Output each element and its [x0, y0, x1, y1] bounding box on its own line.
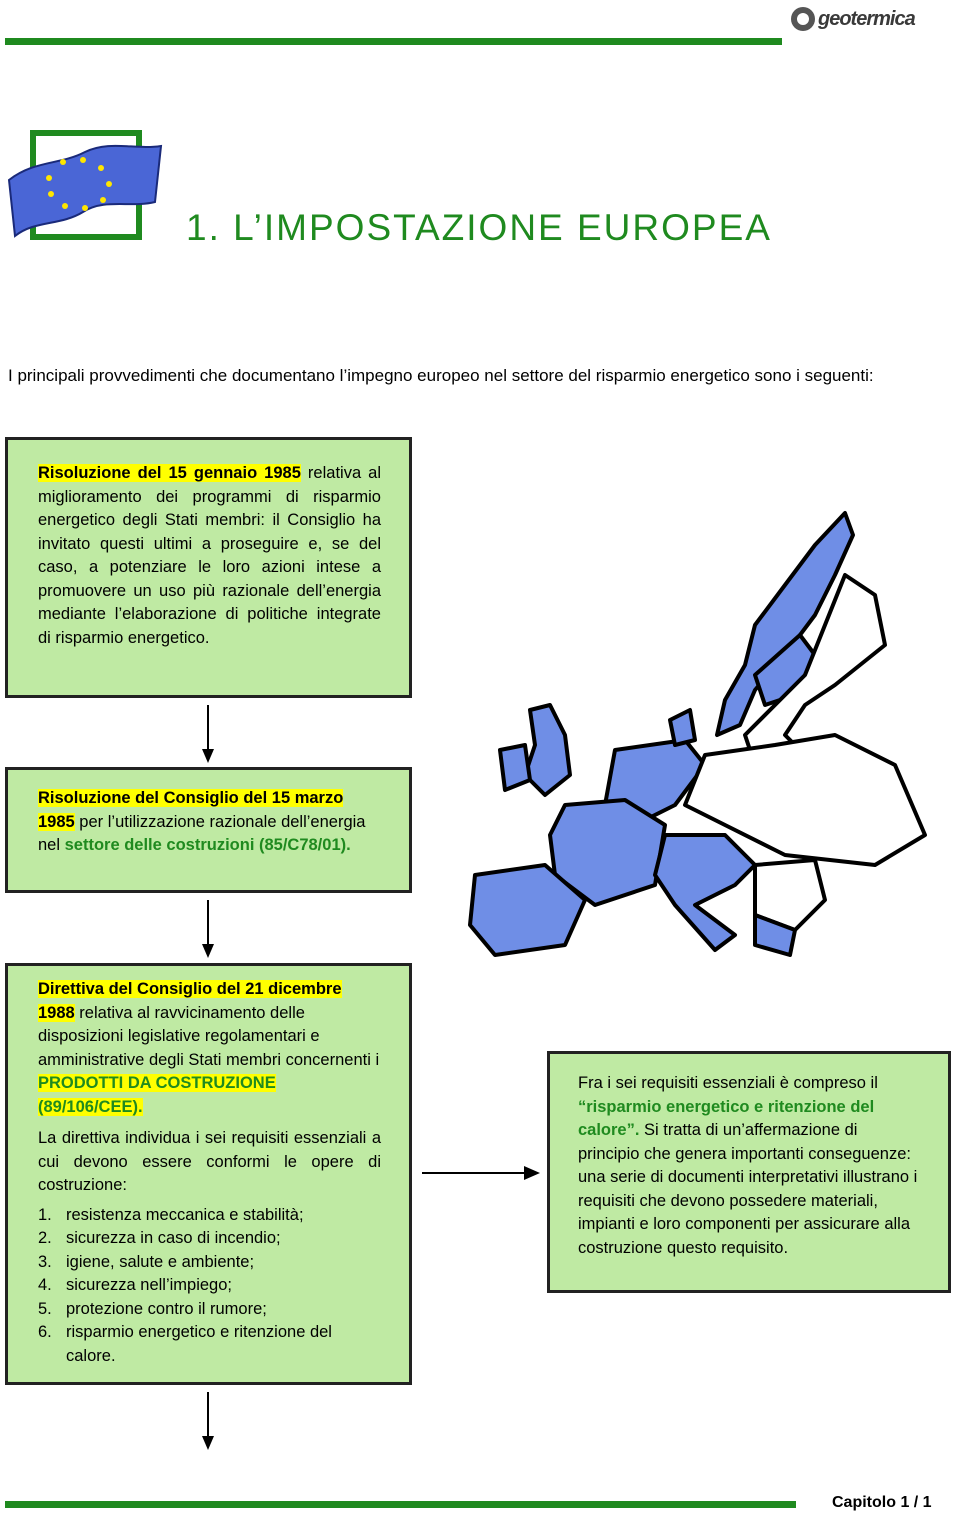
page-number: Capitolo 1 / 1	[832, 1494, 932, 1511]
list-item: 3. igiene, salute e ambiente;	[38, 1252, 255, 1271]
arrow-right-icon	[422, 1162, 542, 1184]
arrow-down-icon	[198, 705, 218, 765]
europe-map-icon	[455, 505, 960, 960]
directive-1988-box: Direttiva del Consiglio del 21 dicembre 1988 relativa al ravvicinamento delle disposizioni legislative regolamentari e amministrative degli Stati membri concernenti i PRODOTTI DA COSTRUZIONE (89/106/CEE). La direttiva individua i sei requisiti essenziali a cui devono essere conformi le opere di costruzione: 1. resistenza meccanica e stabilità; 2. sicurezza in caso di incendio; 3. igiene, salute e ambiente; 4. sicurezza nell’impiego; 5. protezione contro il rumore; 6. risparmio energetico e ritenzione del calore.	[5, 963, 412, 1385]
company-logo-icon	[788, 2, 818, 36]
resolution-1985-box	[5, 437, 412, 698]
energy-requirement-box: Fra i sei requisiti essenziali è compreso il “risparmio energetico e ritenzione del calore”. Si tratta di un’affermazione di principio che genera importanti conseguenze: una serie di documenti interpretativi illustrano i requisiti che devono possedere materiali, impianti e loro componenti per assicurare alla costruzione questo requisito.	[547, 1051, 951, 1293]
list-item: 6. risparmio energetico e ritenzione del calore.	[38, 1323, 332, 1365]
list-item: 1. resistenza meccanica e stabilità;	[38, 1205, 304, 1224]
list-item: 5. protezione contro il rumore;	[38, 1299, 267, 1318]
intro-paragraph: I principali provvedimenti che documentano l’impegno europeo nel settore del risparmio energetico sono i seguenti:	[8, 366, 874, 385]
logo-text: geotermica	[818, 8, 915, 30]
resolution-1985-title: Risoluzione del 15 gennaio 1985	[38, 464, 301, 482]
header-bar	[5, 38, 782, 45]
footer-bar	[5, 1501, 796, 1508]
list-item: 2. sicurezza in caso di incendio;	[38, 1229, 281, 1247]
council-resolution-box: Risoluzione del Consiglio del 15 marzo 1985 per l’utilizzazione razionale dell’energia nel settore delle costruzioni (85/C78/01).	[5, 767, 412, 893]
arrow-down-icon	[198, 900, 218, 960]
eu-flag-icon	[5, 140, 167, 240]
resolution-1985-text: relativa al miglioramento dei programmi di risparmio energetico degli Stati membri: il Consiglio ha invitato questi ultimi a proseguire e, se del caso, a potenziare le loro azioni intese a promuovere un uso più razionale dell’energia mediante l’elaborazione di politiche integrate di risparmio energetico.	[38, 464, 381, 647]
page-title: 1. L’IMPOSTAZIONE EUROPEA	[186, 207, 772, 248]
company-logo	[788, 2, 956, 38]
council-resolution-title: Risoluzione del Consiglio del 15 marzo 1985	[38, 789, 344, 831]
requirements-list	[38, 1204, 381, 1369]
arrow-down-icon	[198, 1392, 218, 1452]
directive-1988-title: Direttiva del Consiglio del 21 dicembre 1988	[38, 980, 342, 1022]
directive-paragraph: La direttiva individua i sei requisiti essenziali a cui devono essere conformi le opere di costruzione:	[38, 1129, 381, 1194]
list-item: 4. sicurezza nell’impiego;	[38, 1276, 232, 1294]
